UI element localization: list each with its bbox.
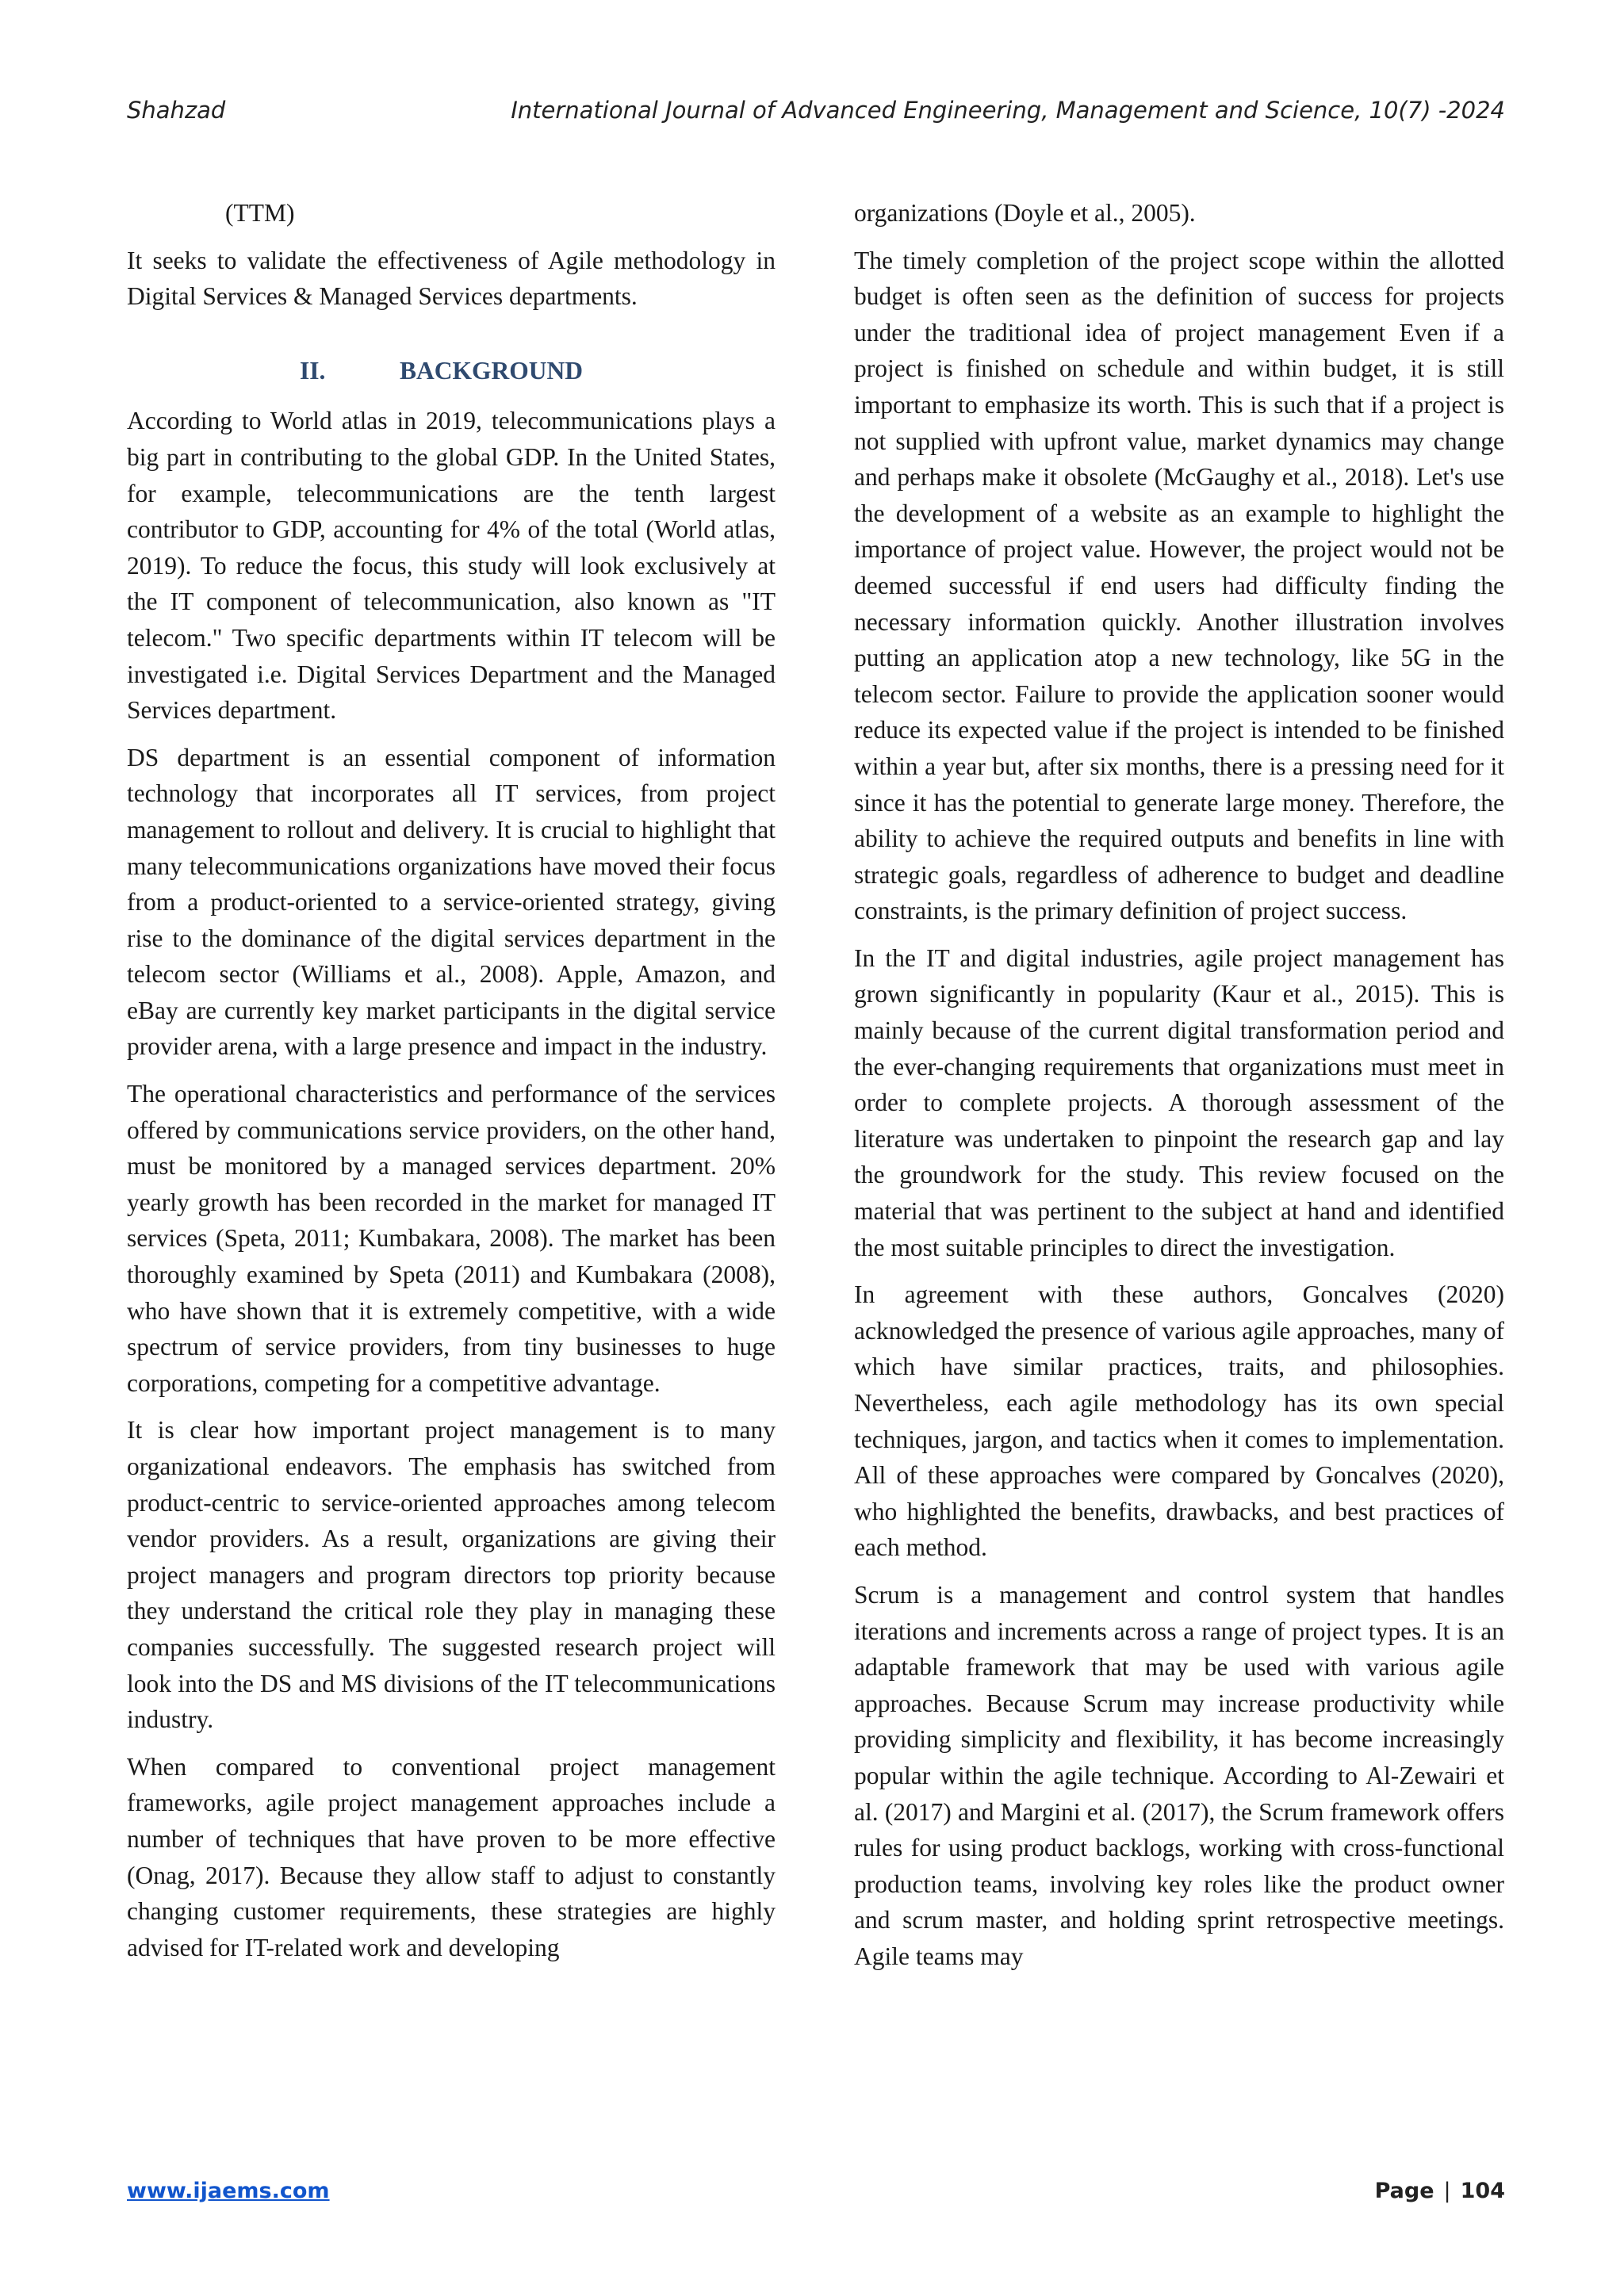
- body-paragraph: organizations (Doyle et al., 2005).: [854, 199, 1196, 227]
- right-column: [854, 195, 1504, 1986]
- page-footer: [127, 2179, 1505, 2218]
- page-label: Page: [1374, 2179, 1434, 2203]
- body-paragraph: The timely completion of the project scope within the allotted budget is often seen as the definition of success for projects under the traditional idea of project management Even if a project is finished on schedule and within budget, it is still important to emphasize its worth. This is such that if a project is not supplied with upfront value, market dynamics may change and perhaps make it obsolete (McGaughy et al., 2018). Let's use the development of a website as an example to highlight the importance of project value. However, the project would not be deemed successful if end users had difficulty finding the necessary information quickly. Another illustration involves putting an application atop a new technology, like 5G in the telecom sector. Failure to provide the application sooner would reduce its expected value if the project is intended to be finished within a year but, after six months, there is a pressing need for it since it has the potential to generate large money. Therefore, the ability to achieve the required outputs and benefits in line with strategic goals, regardless of adherence to budget and deadline constraints, is the primary definition of project success.: [854, 246, 1504, 925]
- section-number: II.: [300, 356, 326, 385]
- body-paragraph: The operational characteristics and performance of the services offered by communications service providers, on the other hand, must be monitored by a managed services department. 20% yearly growth has been recorded in the market for managed IT services (Speta, 2011; Kumbakara, 2008). The market has been thoroughly examined by Speta (2011) and Kumbakara (2008), who have shown that it is extremely competitive, with a wide spectrum of service providers, from tiny businesses to huge corporations, competing for a competitive advantage.: [127, 1080, 776, 1397]
- body-paragraph: Scrum is a management and control system that handles iterations and increments across a range of project types. It is an adaptable framework that may be used with various agile approaches. Because Scrum may increase productivity while providing simplicity and flexibility, it has become increasingly popular within the agile technique. According to Al-Zewairi et al. (2017) and Margini et al. (2017), the Scrum framework offers rules for using product backlogs, working with cross-functional production teams, involving key roles like the product owner and scrum master, and holding sprint retrospective meetings. Agile teams may: [854, 1580, 1504, 1970]
- body-paragraph: In the IT and digital industries, agile project management has grown significantly in popularity (Kaur et al., 2015). This is mainly because of the current digital transformation period and the ever-changing requirements that organizations must meet in order to complete projects. A thorough assessment of the literature was undertaken to pinpoint the research gap and lay the groundwork for the study. This review focused on the material that was pertinent to the subject at hand and identified the most suitable principles to direct the investigation.: [854, 943, 1504, 1261]
- header-journal-title: International Journal of Advanced Engineering, Management and Science, 10(7) -2024: [511, 97, 1505, 124]
- left-column: [127, 195, 776, 1976]
- body-paragraph: It is clear how important project management is to many organizational endeavors. The emphasis has switched from product-centric to service-oriented approaches among telecom vendor providers. As a result, organizations are giving their project managers and program directors top priority because they understand the critical role they play in managing these companies successfully. The suggested research project will look into the DS and MS divisions of the IT telecommunications industry.: [127, 1416, 776, 1734]
- running-header: [127, 97, 1505, 136]
- ttm-line: (TTM): [225, 199, 295, 227]
- body-paragraph: DS department is an essential component of information technology that incorporates all IT services, from project management to rollout and delivery. It is crucial to highlight that many telecommunications organizations have moved their focus from a product-oriented to a service-oriented strategy, giving rise to the dominance of the digital services department in the telecom sector (Williams et al., 2008). Apple, Amazon, and eBay are currently key market participants in the digital service provider arena, with a large presence and impact in the industry.: [127, 743, 776, 1061]
- page-separator: |: [1443, 2179, 1451, 2203]
- intro-paragraph: It seeks to validate the effectiveness of Agile methodology in Digital Services & Managed Services departments.: [127, 246, 776, 311]
- header-author: Shahzad: [127, 97, 226, 124]
- section-heading-background: [127, 353, 776, 389]
- section-title: BACKGROUND: [400, 356, 584, 385]
- body-paragraph: In agreement with these authors, Goncalves (2020) acknowledged the presence of various agile approaches, many of which have similar practices, traits, and philosophies. Nevertheless, each agile methodology has its own special techniques, jargon, and tactics when it comes to implementation. All of these approaches were compared by Goncalves (2020), who highlighted the benefits, drawbacks, and best practices of each method.: [854, 1280, 1504, 1562]
- body-paragraph: According to World atlas in 2019, telecommunications plays a big part in contributing to the global GDP. In the United States, for example, telecommunications are the tenth largest contributor to GDP, accounting for 4% of the total (World atlas, 2019). To reduce the focus, this study will look exclusively at the IT component of telecommunication, also known as "IT telecom." Two specific departments within IT telecom will be investigated i.e. Digital Services Department and the Managed Services department.: [127, 407, 776, 725]
- page-number: 104: [1460, 2179, 1505, 2203]
- body-paragraph: When compared to conventional project management frameworks, agile project management approaches include a number of techniques that have proven to be more effective (Onag, 2017). Because they allow staff to adjust to constantly changing customer requirements, these strategies are highly advised for IT-related work and developing: [127, 1752, 776, 1961]
- journal-website-link[interactable]: www.ijaems.com: [127, 2179, 330, 2203]
- page-number-label: [1375, 2179, 1505, 2203]
